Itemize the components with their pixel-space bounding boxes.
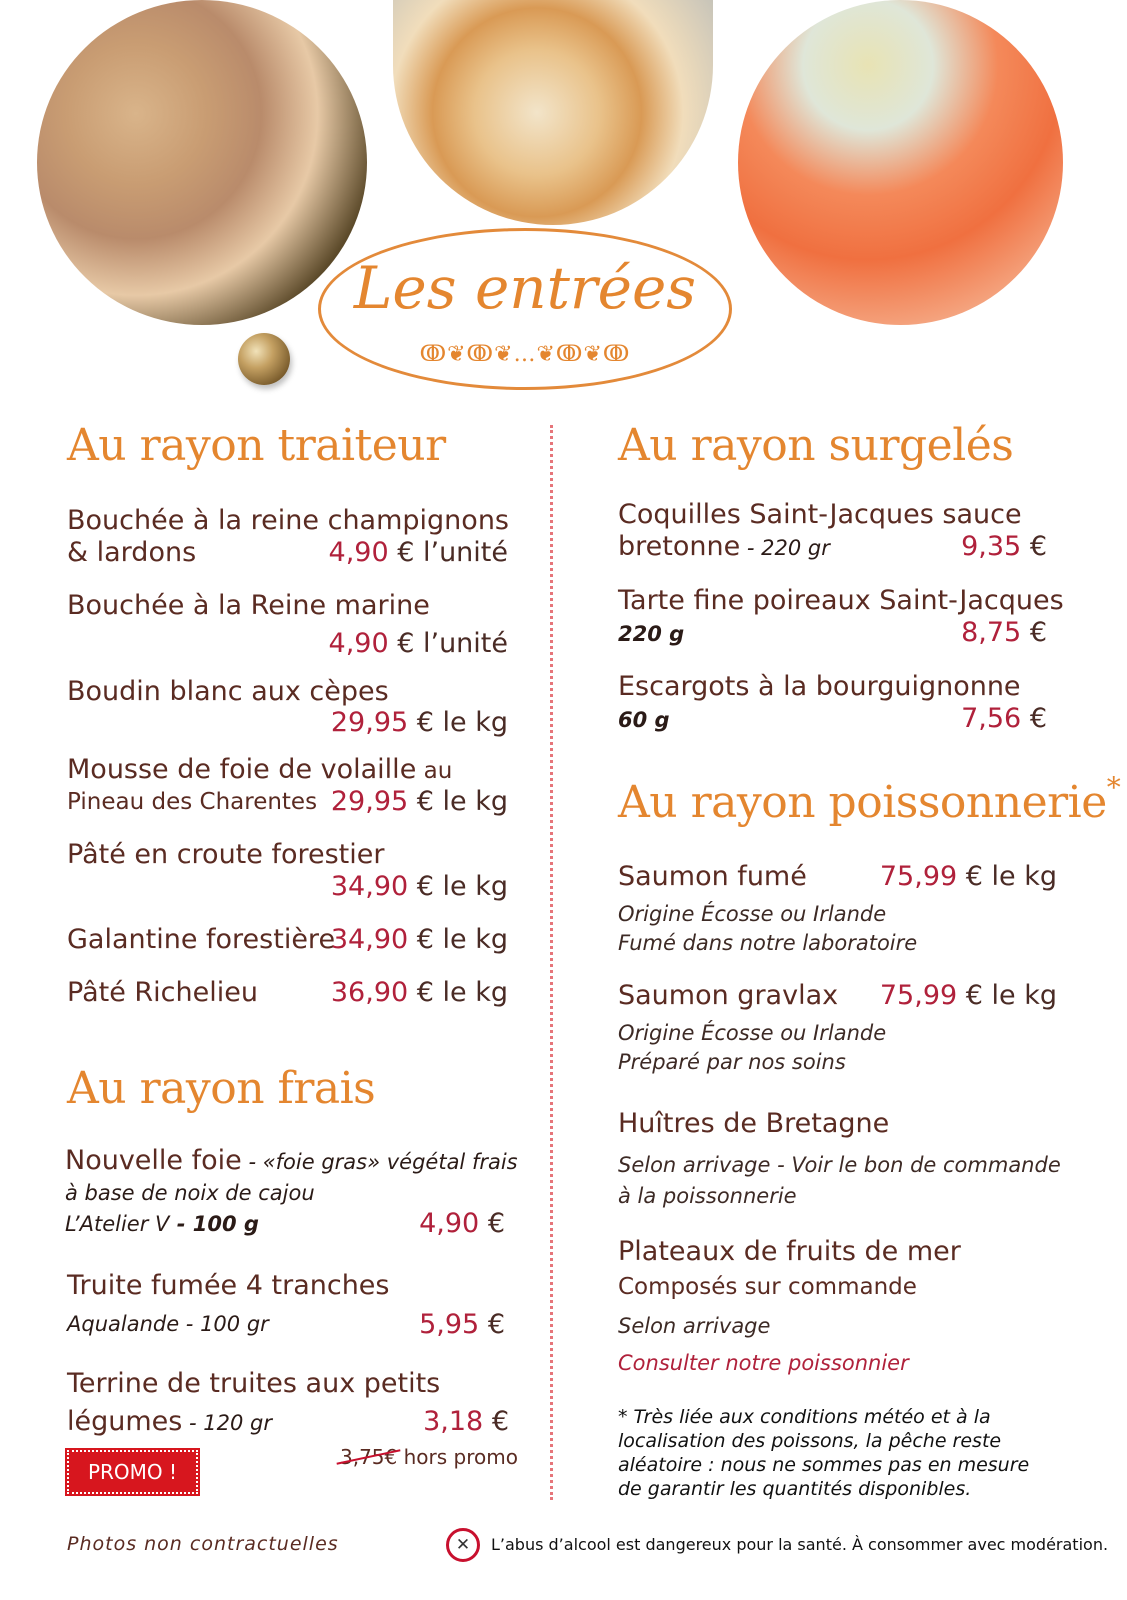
old-price: 3,75€ hors promo — [340, 1445, 518, 1469]
section-title-surgeles: Au rayon surgelés — [618, 420, 1014, 471]
item-description: Origine Écosse ou Irlande — [618, 902, 887, 926]
item-name: Plateaux de fruits de mer — [618, 1236, 961, 1267]
item-description: Fumé dans notre laboratoire — [618, 931, 918, 955]
item-price: 29,95 € le kg — [330, 707, 508, 738]
gold-bauble-decoration — [238, 333, 290, 385]
item-price: 4,90 € l’unité — [328, 628, 508, 659]
item-weight: 60 g — [618, 708, 670, 732]
item-price: 8,75 € — [961, 617, 1047, 648]
section-title-poissonnerie: Au rayon poissonnerie* — [618, 771, 1121, 828]
item-name: légumes - 120 gr — [67, 1406, 272, 1437]
section-title-traiteur: Au rayon traiteur — [67, 420, 446, 471]
item-price: 3,18 € — [423, 1406, 509, 1437]
item-name: Pineau des Charentes — [67, 789, 318, 815]
title-ornament: ↂ❦ↂ❦…❦ↂ❦ↂ — [419, 342, 631, 367]
item-description: Selon arrivage — [618, 1314, 771, 1338]
item-name: Composés sur commande — [618, 1274, 917, 1300]
pregnancy-warning-icon: ✕ — [446, 1528, 480, 1562]
photos-disclaimer: Photos non contractuelles — [67, 1533, 339, 1555]
item-weight: 220 g — [618, 622, 685, 646]
alcohol-warning: L’abus d’alcool est dangereux pour la santé. À consommer avec modération. — [491, 1535, 1109, 1554]
section-title-frais: Au rayon frais — [67, 1063, 376, 1114]
item-description: Selon arrivage - Voir le bon de commande — [618, 1153, 1061, 1177]
item-price: 4,90 € l’unité — [328, 537, 508, 568]
item-price: 36,90 € le kg — [330, 977, 508, 1008]
item-description: à base de noix de cajou — [65, 1181, 315, 1205]
item-description: Préparé par nos soins — [618, 1050, 846, 1074]
promo-badge: PROMO ! — [67, 1450, 198, 1494]
item-price: 34,90 € le kg — [330, 924, 508, 955]
item-price: 75,99 € le kg — [879, 861, 1057, 892]
item-description: Origine Écosse ou Irlande — [618, 1021, 887, 1045]
item-price: 5,95 € — [419, 1309, 505, 1340]
item-brand: L’Atelier V - 100 g — [65, 1212, 259, 1236]
item-description: Aqualande - 100 gr — [67, 1312, 269, 1336]
item-name: Terrine de truites aux petits — [67, 1368, 441, 1399]
item-price: 7,56 € — [961, 703, 1047, 734]
item-name: Bouchée à la reine champignons — [67, 505, 509, 536]
item-name: Galantine forestière — [67, 924, 336, 955]
item-price: 9,35 € — [961, 531, 1047, 562]
item-note: Consulter notre poissonnier — [618, 1351, 909, 1375]
item-price: 29,95 € le kg — [330, 786, 508, 817]
item-name: Nouvelle foie - «foie gras» végétal frais — [65, 1145, 518, 1176]
item-price: 34,90 € le kg — [330, 871, 508, 902]
item-name: Truite fumée 4 tranches — [67, 1270, 390, 1301]
item-price: 75,99 € le kg — [879, 980, 1057, 1011]
item-price: 4,90 € — [419, 1208, 505, 1239]
item-name: Pâté Richelieu — [67, 977, 258, 1008]
item-name: Coquilles Saint-Jacques sauce — [618, 499, 1022, 530]
page-title: Les entrées — [353, 254, 697, 322]
item-name: Escargots à la bourguignonne — [618, 671, 1021, 702]
smoked-salmon-photo — [738, 0, 1063, 325]
column-divider — [550, 425, 553, 1500]
bouchee-a-la-reine-photo — [393, 0, 713, 225]
disclaimer: * Très liée aux conditions météo et à la localisation des poissons, la pêche reste aléatoire : nous ne sommes pas en mesure de garantir les quantités disponibles. — [618, 1406, 1030, 1500]
item-name: Pâté en croute forestier — [67, 839, 385, 870]
item-name: Tarte fine poireaux Saint-Jacques — [618, 585, 1064, 616]
item-name: Saumon gravlax — [618, 980, 839, 1011]
item-name: & lardons — [67, 537, 197, 568]
item-name: bretonne - 220 gr — [618, 531, 830, 562]
item-description: à la poissonnerie — [618, 1184, 797, 1208]
item-name: Bouchée à la Reine marine — [67, 590, 430, 621]
item-name: Boudin blanc aux cèpes — [67, 676, 389, 707]
item-name: Saumon fumé — [618, 861, 807, 892]
item-name: Huîtres de Bretagne — [618, 1108, 890, 1139]
item-name: Mousse de foie de volaille au — [67, 754, 453, 785]
